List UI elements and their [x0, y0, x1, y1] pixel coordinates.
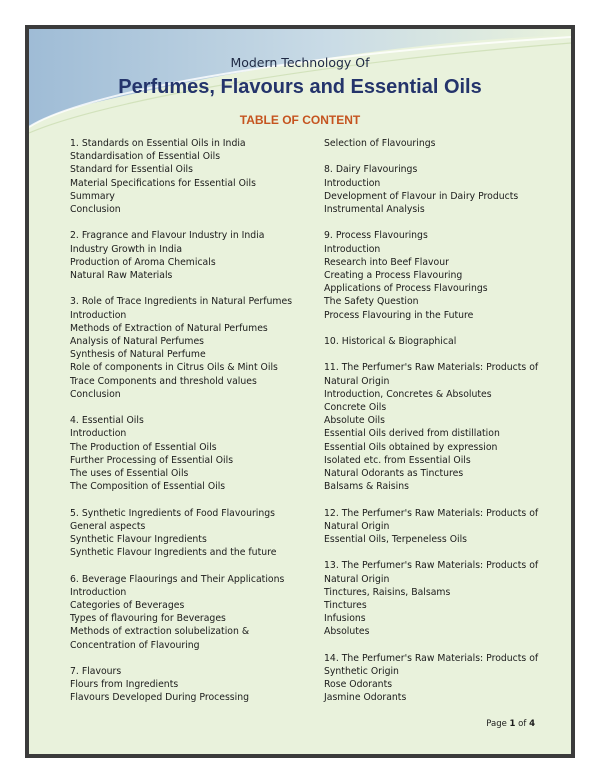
toc-entry: Research into Beef Flavour: [324, 256, 449, 268]
toc-chapter-heading: 8. Dairy Flavourings: [324, 164, 418, 176]
toc-chapter-heading: 13. The Perfumer's Raw Materials: Products of Natural Origin: [324, 560, 539, 585]
toc-entry: Introduction: [324, 243, 381, 255]
toc-entry: Synthetic Flavour Ingredients: [70, 534, 207, 546]
toc-entry: Conclusion: [70, 388, 121, 400]
toc-entry: Concrete Oils: [324, 402, 387, 413]
toc-entry: Applications of Process Flavourings: [324, 283, 488, 295]
toc-spacer: [324, 493, 569, 506]
toc-entry: Essential Oils obtained by expression: [324, 441, 498, 453]
toc-entry: Natural Raw Materials: [70, 270, 173, 282]
toc-entry: The Production of Essential Oils: [70, 441, 217, 453]
toc-entry: Introduction, Concretes & Absolutes: [324, 388, 492, 400]
document-header: [29, 55, 571, 99]
toc-entry: Standard for Essential Oils: [70, 164, 193, 176]
toc-entry: Summary: [70, 190, 115, 202]
toc-spacer: [70, 282, 310, 295]
toc-entry: Absolute Oils: [324, 415, 385, 427]
toc-chapter-heading: 2. Fragrance and Flavour Industry in India: [70, 230, 265, 242]
toc-spacer: [324, 639, 569, 652]
page-label: Page: [486, 719, 507, 729]
toc-chapter-heading: 10. Historical & Biographical: [324, 336, 457, 347]
toc-entry: Role of components in Citrus Oils & Mint Oils: [70, 362, 278, 374]
toc-entry: Types of flavouring for Beverages: [70, 613, 226, 625]
toc-entry: Tinctures: [324, 600, 367, 612]
toc-entry: Synthesis of Natural Perfume: [70, 349, 206, 361]
toc-entry: Infusions: [324, 613, 366, 625]
toc-right-column: [324, 137, 569, 705]
toc-entry: Introduction: [70, 309, 127, 321]
toc-spacer: [70, 652, 310, 665]
toc-entry: Selection of Flavourings: [324, 138, 436, 149]
toc-entry: Instrumental Analysis: [324, 204, 425, 215]
toc-spacer: [324, 216, 569, 229]
toc-entry: Absolutes: [324, 626, 370, 638]
current-page-number: 1: [509, 719, 516, 729]
toc-entry: Analysis of Natural Perfumes: [70, 336, 205, 348]
toc-chapter-heading: 5. Synthetic Ingredients of Food Flavourings: [70, 507, 276, 519]
toc-heading: TABLE OF CONTENT: [239, 113, 361, 127]
of-label: of: [518, 719, 527, 729]
toc-entry: Natural Odorants as Tinctures: [324, 468, 464, 480]
toc-spacer: [324, 322, 569, 335]
toc-spacer: [70, 216, 310, 229]
document-subtitle: Modern Technology Of: [230, 55, 370, 70]
toc-spacer: [70, 401, 310, 414]
toc-entry: Conclusion: [70, 204, 121, 216]
toc-entry: Methods of Extraction of Natural Perfumes: [70, 322, 268, 334]
toc-entry: Trace Components and threshold values: [70, 375, 257, 387]
toc-spacer: [324, 348, 569, 361]
toc-entry: Rose Odorants: [324, 679, 393, 691]
toc-chapter-heading: 7. Flavours: [70, 666, 122, 678]
toc-entry: Creating a Process Flavouring: [324, 270, 463, 281]
toc-chapter-heading: 6. Beverage Flaourings and Their Applications: [70, 573, 285, 585]
toc-entry: Material Specifications for Essential Oils: [70, 177, 256, 189]
toc-entry: Categories of Beverages: [70, 600, 185, 612]
toc-entry: Isolated etc. from Essential Oils: [324, 454, 471, 466]
toc-entry: The Composition of Essential Oils: [70, 481, 226, 493]
toc-entry: Balsams & Raisins: [324, 481, 409, 493]
toc-entry: Production of Aroma Chemicals: [70, 256, 216, 268]
toc-entry: Further Processing of Essential Oils: [70, 454, 234, 466]
toc-chapter-heading: 14. The Perfumer's Raw Materials: Products of Synthetic Origin: [324, 652, 539, 678]
toc-entry: Methods of extraction solubelization & Concentration of Flavouring: [70, 626, 250, 651]
toc-entry: Standardisation of Essential Oils: [70, 151, 221, 163]
total-page-count: 4: [529, 719, 535, 729]
toc-entry: Essential Oils, Terpeneless Oils: [324, 534, 468, 546]
toc-entry: Flavours Developed During Processing: [70, 692, 250, 704]
toc-chapter-heading: 9. Process Flavourings: [324, 230, 428, 242]
toc-spacer: [324, 150, 569, 163]
toc-entry: The uses of Essential Oils: [70, 468, 189, 480]
toc-entry: Jasmine Odorants: [324, 692, 407, 704]
toc-entry: Synthetic Flavour Ingredients and the future: [70, 547, 277, 559]
document-title: Perfumes, Flavours and Essential Oils: [118, 76, 482, 98]
toc-entry: Flours from Ingredients: [70, 679, 179, 691]
page-number-footer: [486, 719, 535, 729]
toc-chapter-heading: 4. Essential Oils: [70, 415, 144, 427]
toc-entry: Essential Oils derived from distillation: [324, 428, 500, 440]
toc-entry: Tinctures, Raisins, Balsams: [324, 586, 451, 598]
toc-chapter-heading: 3. Role of Trace Ingredients in Natural Perfumes: [70, 296, 293, 308]
toc-left-column: [70, 137, 310, 705]
toc-spacer: [70, 559, 310, 572]
toc-spacer: [70, 493, 310, 506]
toc-chapter-heading: 11. The Perfumer's Raw Materials: Products of Natural Origin: [324, 362, 539, 387]
toc-entry: Development of Flavour in Dairy Products: [324, 190, 519, 202]
toc-entry: Introduction: [70, 586, 127, 598]
toc-entry: Industry Growth in India: [70, 243, 183, 255]
toc-chapter-heading: 12. The Perfumer's Raw Materials: Products of Natural Origin: [324, 507, 539, 532]
toc-entry: The Safety Question: [324, 296, 419, 308]
toc-entry: General aspects: [70, 520, 146, 532]
toc-entry: Introduction: [324, 177, 381, 189]
toc-chapter-heading: 1. Standards on Essential Oils in India: [70, 138, 246, 149]
toc-entry: Process Flavouring in the Future: [324, 309, 474, 321]
toc-spacer: [324, 546, 569, 559]
toc-entry: Introduction: [70, 428, 127, 440]
document-page: [25, 25, 575, 758]
